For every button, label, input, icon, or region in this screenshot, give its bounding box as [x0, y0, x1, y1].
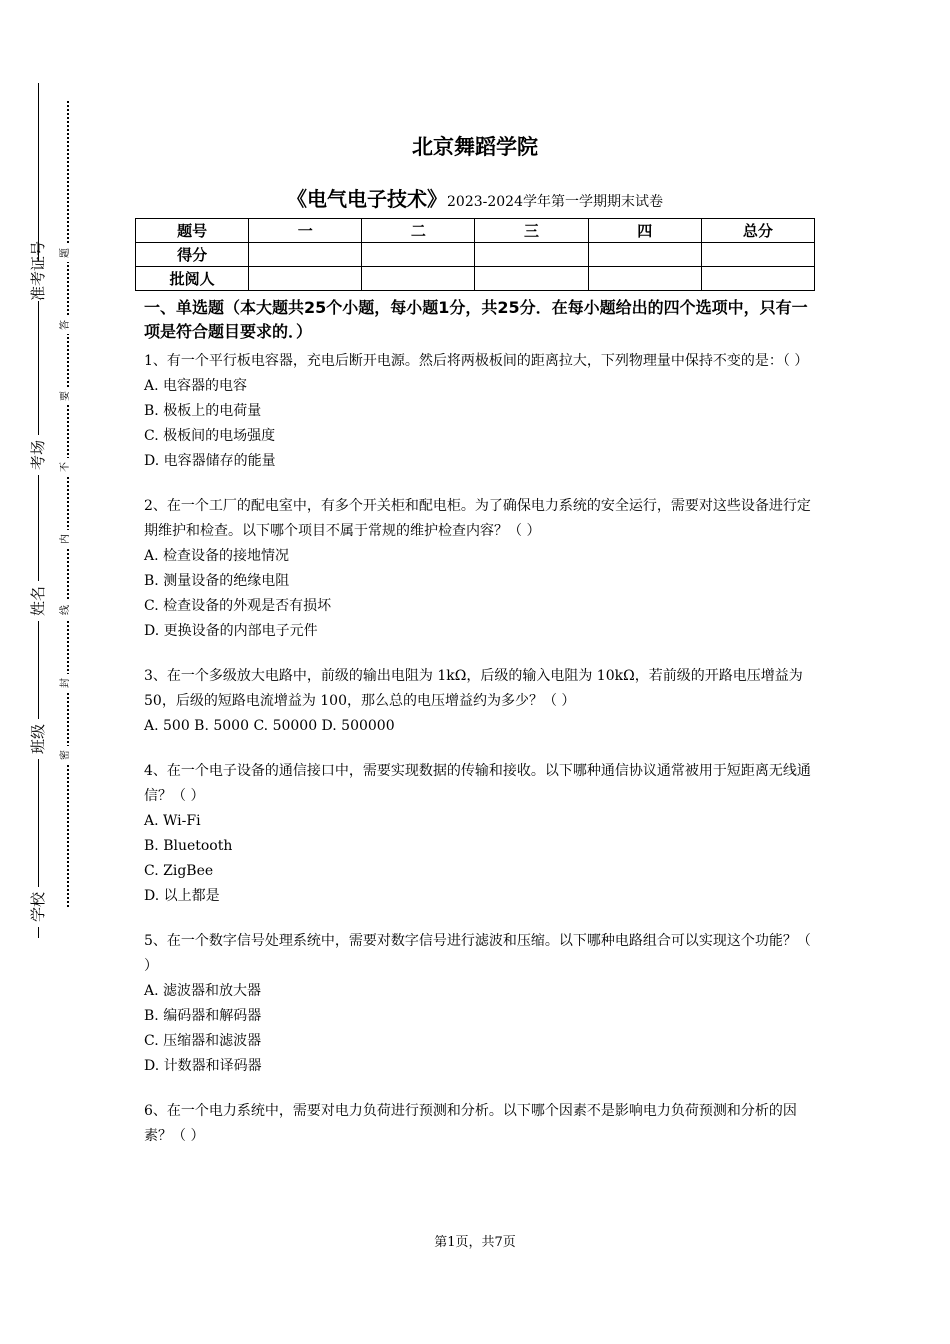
score-table-header-row	[136, 219, 815, 243]
score-header-cell: 二	[362, 219, 475, 243]
question-stem: 2、在一个工厂的配电室中，有多个开关柜和配电柜。为了确保电力系统的安全运行，需要对这些设备进行定期维护和检查。以下哪个项目不属于常规的维护检查内容？（ ）	[144, 498, 811, 539]
score-cell	[249, 243, 362, 267]
question-stem: 4、在一个电子设备的通信接口中，需要实现数据的传输和接收。以下哪种通信协议通常被用于短距离无线通信？（ ）	[144, 763, 811, 804]
score-cell	[701, 267, 814, 291]
option: B. Bluetooth	[144, 838, 233, 854]
field-exam-room: 考场	[31, 435, 49, 475]
field-exam-number: 准考证号	[29, 240, 47, 301]
question-5	[144, 929, 814, 1079]
option: A. 滤波器和放大器	[144, 983, 262, 999]
score-row-label: 批阅人	[136, 267, 249, 291]
score-cell	[588, 267, 701, 291]
school-title: 北京舞蹈学院	[412, 135, 538, 159]
course-name: 《电气电子技术》	[287, 187, 447, 211]
score-header-cell: 三	[475, 219, 588, 243]
seal-char: 密	[61, 746, 75, 764]
seal-char: 内	[61, 530, 75, 548]
score-header-cell: 总分	[701, 219, 814, 243]
score-cell	[362, 267, 475, 291]
option: A. 电容器的电容	[144, 378, 248, 394]
field-school: 学校	[31, 887, 49, 927]
score-header-cell: 题号	[136, 219, 249, 243]
question-1	[144, 349, 814, 474]
section-title: 一、单选题（本大题共25个小题，每小题1分，共25分．在每小题给出的四个选项中，只有一项是符合题目要求的．）	[144, 298, 808, 341]
score-cell	[475, 243, 588, 267]
option: A. 500 B. 5000 C. 50000 D. 500000	[144, 718, 395, 734]
option: C. 极板间的电场强度	[144, 428, 276, 444]
score-table	[135, 218, 815, 291]
seal-char: 不	[61, 458, 75, 476]
option: D. 计数器和译码器	[144, 1058, 262, 1074]
question-6	[144, 1099, 814, 1149]
question-stem: 3、在一个多级放大电路中，前级的输出电阻为 1kΩ，后级的输入电阻为 10kΩ，若前级的开路电压增益为 50，后级的短路电流增益为 100，那么总的电压增益约为多少？（ ）	[144, 668, 803, 709]
question-stem: 1、有一个平行板电容器，充电后断开电源。然后将两极板间的距离拉大，下列物理量中保持不变的是：（ ）	[144, 353, 809, 369]
score-cell	[362, 243, 475, 267]
option: B. 编码器和解码器	[144, 1008, 262, 1024]
question-2	[144, 494, 814, 644]
seal-char: 题	[61, 244, 75, 262]
field-class: 班级	[31, 719, 49, 759]
score-cell	[701, 243, 814, 267]
question-4	[144, 759, 814, 909]
seal-char: 要	[61, 387, 75, 405]
option: A. 检查设备的接地情况	[144, 548, 290, 564]
page-footer: 第1页，共7页	[434, 1235, 516, 1250]
question-3	[144, 664, 814, 739]
score-cell	[588, 243, 701, 267]
option: D. 以上都是	[144, 888, 220, 904]
score-header-cell: 四	[588, 219, 701, 243]
exam-content	[144, 296, 814, 1149]
option: B. 极板上的电荷量	[144, 403, 262, 419]
field-name: 姓名	[31, 581, 49, 621]
question-stem: 6、在一个电力系统中，需要对电力负荷进行预测和分析。以下哪个因素不是影响电力负荷预测和分析的因素？（ ）	[144, 1103, 797, 1144]
seal-char: 线	[61, 601, 75, 619]
score-row-label: 得分	[136, 243, 249, 267]
score-cell	[475, 267, 588, 291]
seal-dotted-line	[67, 101, 69, 907]
option: C. ZigBee	[144, 863, 214, 879]
score-header-cell: 一	[249, 219, 362, 243]
option: A. Wi-Fi	[144, 813, 201, 829]
term-label: 2023-2024学年第一学期期末试卷	[447, 194, 663, 210]
option: D. 电容器储存的能量	[144, 453, 276, 469]
option: C. 检查设备的外观是否有损坏	[144, 598, 332, 614]
option: C. 压缩器和滤波器	[144, 1033, 262, 1049]
score-table-row	[136, 267, 815, 291]
score-table-row	[136, 243, 815, 267]
score-cell	[249, 267, 362, 291]
seal-char: 封	[61, 674, 75, 692]
seal-char: 答	[61, 316, 75, 334]
question-stem: 5、在一个数字信号处理系统中，需要对数字信号进行滤波和压缩。以下哪种电路组合可以实现这个功能？（ ）	[144, 933, 811, 974]
option: D. 更换设备的内部电子元件	[144, 623, 318, 639]
exam-subtitle	[0, 183, 950, 212]
option: B. 测量设备的绝缘电阻	[144, 573, 290, 589]
